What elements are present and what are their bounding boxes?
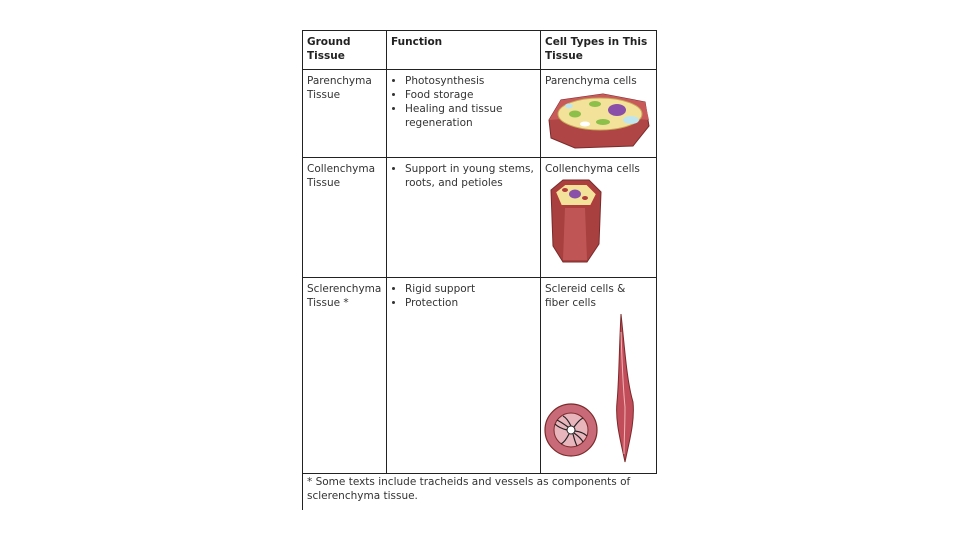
table-row-parenchyma	[303, 70, 657, 158]
function-item: • Photosynthesis	[405, 74, 536, 88]
collenchyma-cell-illustration	[547, 178, 603, 264]
function-list	[391, 282, 536, 310]
cell-type-label: Sclereid cells & fiber cells	[545, 283, 626, 309]
function-item: • Support in young stems, roots, and petioles	[405, 162, 536, 190]
tissue-name: Parenchyma Tissue	[303, 70, 387, 158]
sclereid-and-fiber-cells-illustration	[543, 312, 655, 466]
header-cell-types: Cell Types in This Tissue	[541, 31, 657, 70]
tissue-name: Sclerenchyma Tissue *	[303, 278, 387, 474]
fiber-cell-icon	[617, 314, 634, 462]
function-item: • Healing and tissue regeneration	[405, 102, 536, 130]
table-row-sclerenchyma	[303, 278, 657, 474]
cell-type-label: Parenchyma cells	[545, 75, 637, 87]
table-footnote: * Some texts include tracheids and vessels as components of sclerenchyma tissue.	[307, 476, 631, 502]
function-list	[391, 74, 536, 130]
cell-type-cell	[541, 70, 657, 158]
sclereid-cell-icon	[545, 404, 597, 456]
function-cell	[387, 278, 541, 474]
table-row-collenchyma	[303, 158, 657, 278]
function-item: • Protection	[405, 296, 536, 310]
parenchyma-cell-illustration	[545, 90, 653, 152]
header-function: Function	[387, 31, 541, 70]
ground-tissue-table	[302, 30, 657, 474]
tissue-name: Collenchyma Tissue	[303, 158, 387, 278]
function-list	[391, 162, 536, 190]
function-item: • Rigid support	[405, 282, 536, 296]
tissue-table-sheet	[302, 30, 656, 510]
function-cell	[387, 70, 541, 158]
cell-type-label: Collenchyma cells	[545, 163, 640, 175]
function-item: • Food storage	[405, 88, 536, 102]
table-header-row	[303, 31, 657, 70]
cell-type-cell	[541, 278, 657, 474]
function-cell	[387, 158, 541, 278]
header-ground-tissue: Ground Tissue	[303, 31, 387, 70]
cell-type-cell	[541, 158, 657, 278]
